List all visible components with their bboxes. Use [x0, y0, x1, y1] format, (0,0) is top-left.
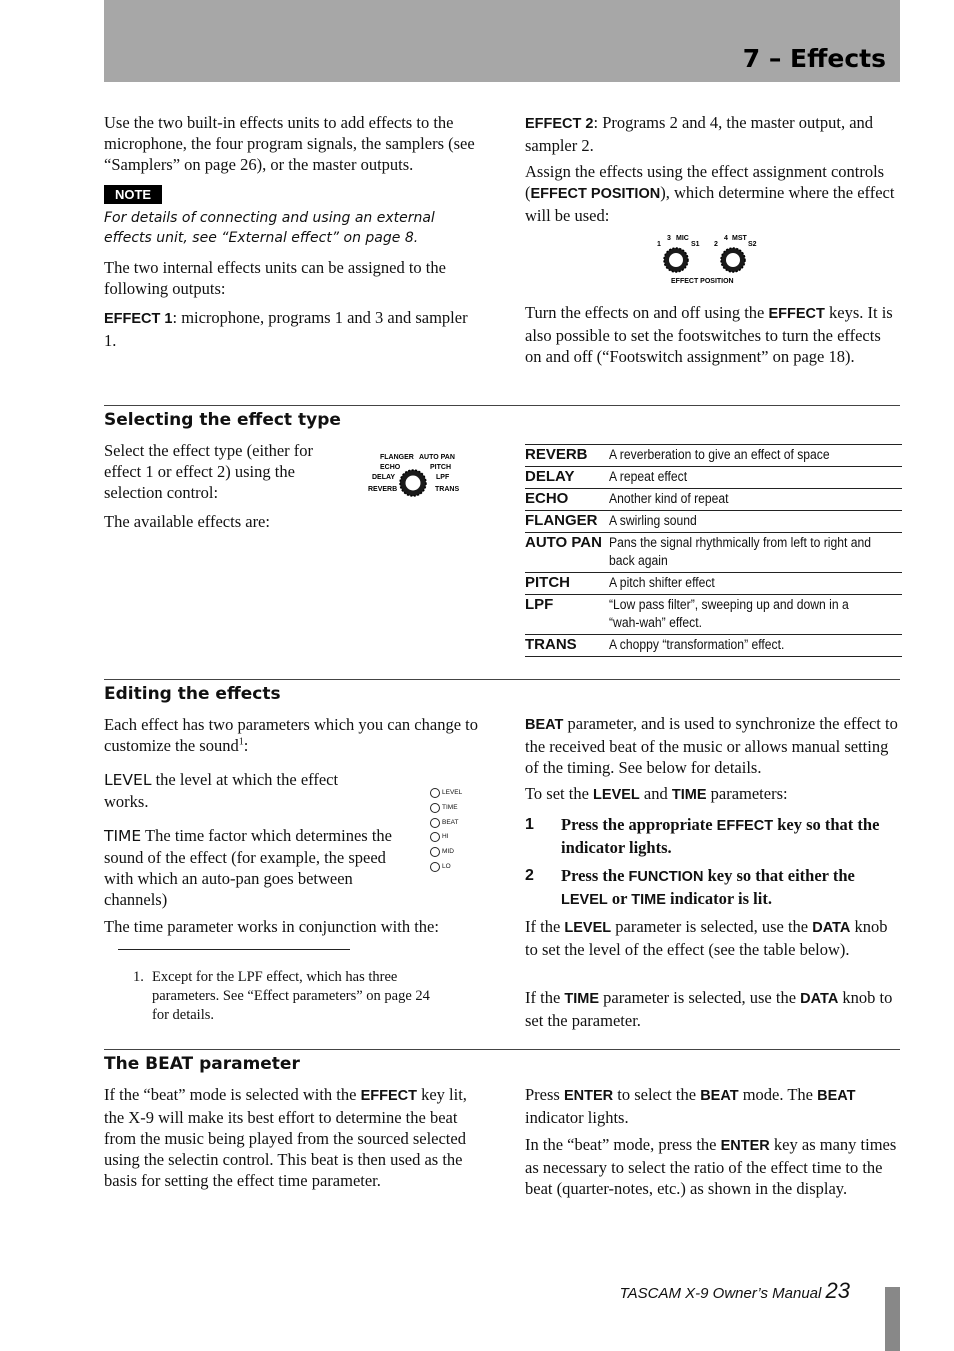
section-divider	[104, 405, 900, 406]
effect-key: EFFECT	[716, 818, 774, 834]
beat-paragraph-2	[525, 1084, 900, 1128]
time-sel-a: If the	[525, 988, 565, 1007]
section-divider	[104, 679, 900, 680]
effect-description-cell: A swirling sound	[609, 511, 873, 533]
effect-name-cell: REVERB	[525, 445, 609, 467]
section-divider	[104, 1049, 900, 1050]
indicator-label-level: LEVEL	[442, 789, 463, 796]
beat-p2-a: Press	[525, 1085, 564, 1104]
level-selected-paragraph	[525, 916, 900, 960]
level-definition	[104, 769, 384, 812]
effect2-label: EFFECT 2	[525, 116, 594, 132]
assign-text-a: Assign the effects using the effect assignment controls (	[525, 162, 885, 202]
level-key: LEVEL	[564, 920, 612, 936]
table-row	[525, 467, 902, 489]
time-indicator-icon	[430, 803, 440, 813]
intro-paragraph: Use the two built-in effects units to add effects to the microphone, the four program signals, the samplers (see “Samplers” on page 26), or the master outputs.	[104, 113, 475, 174]
beat-intro-text: parameter, and is used to synchronize the effect to the received beat of the music or allows manual setting of the timing. See below for details.	[525, 714, 898, 777]
to-set-paragraph	[525, 783, 900, 806]
available-effects-paragraph: The available effects are:	[104, 512, 270, 531]
level-sel-c: knob to set the level of the effect (see the table below).	[525, 917, 888, 959]
effect-key: EFFECT	[360, 1088, 417, 1104]
step-2-number: 2	[525, 867, 534, 884]
effect-name-cell: TRANS	[525, 635, 609, 657]
effect2-text: : Programs 2 and 4, the master output, and sampler 2.	[525, 113, 874, 155]
effect-position-key: EFFECT POSITION	[530, 186, 661, 202]
indicator-label-lo: LO	[442, 863, 451, 870]
pos-label-3: 3	[667, 235, 671, 242]
hi-indicator-icon	[430, 832, 440, 842]
time-selected-paragraph	[525, 987, 900, 1031]
beat-p2-b: to select the	[613, 1085, 701, 1104]
table-row	[525, 445, 902, 467]
step-2-a: Press the	[561, 866, 629, 885]
beat-key: BEAT	[700, 1088, 739, 1104]
footnote-rule	[118, 949, 350, 950]
enter-key: ENTER	[720, 1138, 770, 1154]
pos-label-mst: MST	[732, 235, 747, 242]
footnote-text: Except for the LPF effect, which has three parameters. See “Effect parameters” on page 24 for details.	[152, 969, 430, 1023]
level-sel-b: parameter is selected, use the	[611, 917, 813, 936]
pos-label-s1: S1	[691, 241, 700, 248]
beat-intro-paragraph	[525, 713, 900, 778]
level-indicator-icon	[430, 788, 440, 798]
pos-label-mic: MIC	[676, 235, 689, 242]
time-definition	[104, 825, 400, 910]
assign-paragraph	[525, 161, 900, 226]
indicator-label-beat: BEAT	[442, 819, 459, 826]
footnote-number: 1.	[133, 969, 144, 985]
effect-description-cell: A pitch shifter effect	[609, 573, 873, 595]
effect2-paragraph	[525, 112, 900, 156]
onoff-text-b: keys. It is also possible to set the footswitches to turn the effects on and off (“Footswitch assignment” on page 18).	[525, 303, 893, 366]
effect-description-cell: Another kind of repeat	[609, 489, 873, 511]
step-2-text	[561, 865, 901, 911]
indicator-label-time: TIME	[442, 804, 458, 811]
time-key: TIME	[631, 892, 666, 908]
effect1-paragraph	[104, 307, 484, 351]
data-key: DATA	[812, 920, 851, 936]
beat-p1-b: key lit, the X-9 will make its best effort to determine the beat from the music being played from the sourced selected using the selectin control. This beat is then used as the basis for setting the effect time parameter.	[104, 1085, 467, 1190]
to-set-and: and	[639, 784, 672, 803]
effect-position-control-figure	[650, 232, 762, 286]
footnote-mark: 1	[238, 736, 244, 748]
beat-p3-b: key as many times as necessary to select the ratio of the effect time to the beat (quarter-notes, etc.) as shown in the display.	[525, 1135, 897, 1198]
editing-heading: Editing the effects	[104, 684, 281, 704]
selection-knob-cap	[406, 476, 421, 491]
effect-name-cell: LPF	[525, 595, 609, 635]
table-row	[525, 489, 902, 511]
effect-selection-knob-figure	[364, 450, 464, 500]
assign-text-b: ), which determine where the effect will be used:	[525, 183, 895, 225]
effect-name-cell: FLANGER	[525, 511, 609, 533]
chapter-header-bar	[104, 0, 900, 82]
mid-indicator-icon	[430, 847, 440, 857]
effect-position-caption: EFFECT POSITION	[671, 278, 734, 285]
table-row	[525, 595, 902, 635]
level-term: LEVEL	[104, 771, 152, 789]
table-row	[525, 511, 902, 533]
chapter-title: 7 – Effects	[742, 44, 886, 73]
effect-name-cell: ECHO	[525, 489, 609, 511]
effect-description-cell: A choppy “transformation” effect.	[609, 635, 873, 657]
beat-key: BEAT	[525, 717, 564, 733]
effect-description-cell: Pans the signal rhythmically from left to right and back again	[609, 533, 873, 573]
thumb-tab-marker	[885, 1287, 900, 1351]
beat-indicator-icon	[430, 818, 440, 828]
effect2-position-knob-cap	[726, 253, 740, 267]
time-text: The time factor which determines the sound of the effect (for example, the speed with which an auto-pan goes between channels)	[104, 826, 392, 909]
effects-table	[525, 444, 902, 657]
page-number: 23	[825, 1278, 850, 1303]
note-badge: NOTE	[104, 185, 162, 204]
beat-p3-a: In the “beat” mode, press the	[525, 1135, 721, 1154]
beat-paragraph-1	[104, 1084, 484, 1191]
knob-label-flanger: FLANGER	[380, 454, 414, 461]
time-term: TIME	[104, 827, 142, 845]
conjunction-paragraph: The time parameter works in conjunction with the:	[104, 917, 439, 936]
step-2-c: or	[607, 889, 632, 908]
time-sel-b: parameter is selected, use the	[599, 988, 801, 1007]
parameters-text: Each effect has two parameters which you can change to customize the sound	[104, 715, 478, 755]
level-text: the level at which the effect works.	[104, 770, 339, 811]
onoff-text-a: Turn the effects on and off using the	[525, 303, 769, 322]
outputs-paragraph: The two internal effects units can be assigned to the following outputs:	[104, 258, 446, 298]
manual-title: TASCAM X-9 Owner’s Manual	[619, 1285, 822, 1302]
effect-name-cell: DELAY	[525, 467, 609, 489]
beat-p1-a: If the “beat” mode is selected with the	[104, 1085, 361, 1104]
time-key: TIME	[564, 991, 600, 1007]
beat-p2-c: mode. The	[738, 1085, 818, 1104]
step-1-text	[561, 814, 901, 858]
table-row	[525, 533, 902, 573]
pos-label-4: 4	[724, 235, 728, 242]
time-key: TIME	[671, 787, 707, 803]
beat-p2-d: indicator lights.	[525, 1108, 629, 1127]
knob-label-trans: TRANS	[435, 486, 460, 493]
beat-heading: The BEAT parameter	[104, 1054, 300, 1074]
step-2-b: key so that either the	[703, 866, 855, 885]
knob-label-lpf: LPF	[436, 474, 450, 481]
table-row	[525, 573, 902, 595]
indicator-label-hi: HI	[442, 833, 449, 840]
onoff-paragraph	[525, 302, 900, 367]
pos-label-s2: S2	[748, 241, 757, 248]
parameters-paragraph: Each effect has two parameters which you can change to customize the sound$^1$:	[104, 715, 478, 755]
time-sel-c: knob to set the parameter.	[525, 988, 893, 1030]
effect-name-cell: AUTO PAN	[525, 533, 609, 573]
to-set-text-b: parameters:	[706, 784, 788, 803]
lo-indicator-icon	[430, 862, 440, 872]
effect-name-cell: PITCH	[525, 573, 609, 595]
select-paragraph: Select the effect type (either for effect 1 or effect 2) using the selection control:	[104, 441, 314, 502]
beat-paragraph-3	[525, 1134, 900, 1199]
pos-label-2: 2	[714, 241, 718, 248]
knob-label-echo: ECHO	[380, 464, 401, 471]
data-key: DATA	[800, 991, 839, 1007]
step-1-b: key so that the indicator lights.	[561, 815, 880, 857]
effect-description-cell: “Low pass filter”, sweeping up and down in a “wah-wah” effect.	[609, 595, 873, 635]
effect1-text: : microphone, programs 1 and 3 and sampler 1.	[104, 308, 468, 350]
pos-label-1: 1	[657, 241, 661, 248]
step-1-a: Press the appropriate	[561, 815, 717, 834]
to-set-text-a: To set the	[525, 784, 594, 803]
beat-key: BEAT	[817, 1088, 856, 1104]
function-key: FUNCTION	[628, 869, 704, 885]
step-1-number: 1	[525, 816, 534, 833]
effect-description-cell: A repeat effect	[609, 467, 873, 489]
page-footer	[620, 1280, 850, 1304]
knob-label-pitch: PITCH	[430, 464, 451, 471]
effect-key: EFFECT	[768, 306, 825, 322]
knob-label-autopan: AUTO PAN	[419, 454, 455, 461]
step-2-d: indicator is lit.	[665, 889, 772, 908]
select-heading: Selecting the effect type	[104, 410, 341, 430]
level-sel-a: If the	[525, 917, 565, 936]
table-row	[525, 635, 902, 657]
knob-label-reverb: REVERB	[368, 486, 398, 493]
indicator-label-mid: MID	[442, 848, 454, 855]
effect1-position-knob-cap	[669, 253, 683, 267]
note-text: For details of connecting and using an external effects unit, see “External effect” on page 8.	[104, 210, 435, 246]
enter-key: ENTER	[563, 1088, 614, 1104]
knob-label-delay: DELAY	[372, 474, 396, 481]
level-key: LEVEL	[593, 787, 640, 803]
effect-description-cell: A reverberation to give an effect of space	[609, 445, 873, 467]
effect1-label: EFFECT 1	[104, 311, 173, 327]
level-key: LEVEL	[561, 892, 608, 908]
